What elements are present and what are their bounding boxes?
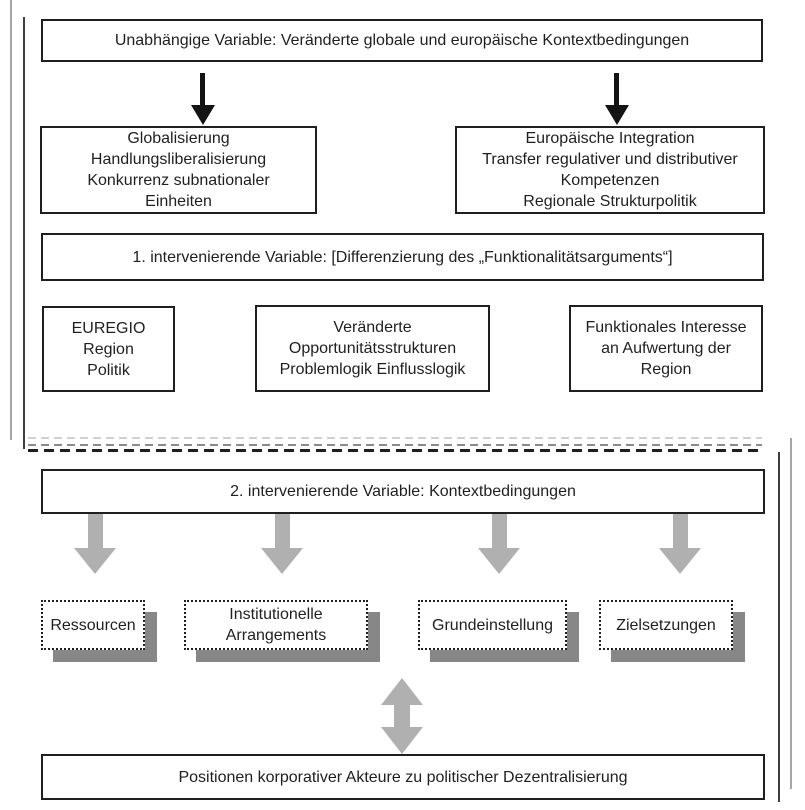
institutionelle-arrangements-box	[184, 600, 368, 650]
gray-arrow-1-head-icon	[74, 548, 116, 574]
funktionales-interesse-box	[569, 305, 763, 392]
institutionelle-line-2: Arrangements	[225, 627, 327, 644]
opportunitaet-line-1: Veränderte	[333, 319, 412, 336]
divider-dashed-black	[28, 449, 762, 452]
opportunitaet-line-3: Problemlogik Einflusslogik	[279, 361, 466, 378]
europaeische-integration-line-2: Transfer regulativer und distributiver	[482, 151, 738, 168]
europaeische-integration-line-4: Regionale Strukturpolitik	[523, 193, 697, 210]
double-arrow-up-head-icon	[381, 678, 423, 705]
zielsetzungen-label: Zielsetzungen	[616, 616, 716, 634]
intervening-variable-2-label: 2. intervenierende Variable: Kontextbedingungen	[230, 483, 576, 500]
double-arrow-shaft-icon	[394, 704, 410, 729]
gray-arrow-2-head-icon	[261, 548, 303, 574]
arrow-down-left-head-icon	[191, 105, 215, 125]
positionen-label: Positionen korporativer Akteure zu politischer Dezentralisierung	[178, 768, 628, 786]
europaeische-integration-box	[455, 126, 765, 214]
euregio-box	[42, 306, 175, 392]
right-frame-line-outer	[790, 438, 792, 789]
zielsetzungen-box	[599, 600, 733, 650]
globalisierung-line-2: Handlungsliberalisierung	[90, 151, 267, 168]
gray-arrow-2-icon	[275, 514, 290, 549]
divider-dashed-mid	[28, 444, 762, 446]
opportunitaet-box	[255, 305, 490, 392]
arrow-down-left-icon	[200, 73, 205, 107]
euregio-line-3: Politik	[87, 361, 130, 379]
ressourcen-label: Ressourcen	[50, 616, 136, 634]
left-frame-line-outer	[10, 0, 12, 440]
left-frame-line-inner	[23, 17, 25, 449]
gray-arrow-1-icon	[88, 514, 103, 549]
arrow-down-right-icon	[614, 73, 619, 107]
intervening-variable-2-box	[41, 469, 765, 514]
europaeische-integration-line-3: Kompetenzen	[560, 172, 660, 189]
independent-variable-box	[41, 19, 763, 62]
gray-arrow-4-head-icon	[659, 548, 701, 574]
divider-dashed-light	[28, 437, 762, 439]
globalisierung-line-1: Globalisierung	[127, 130, 230, 147]
gray-arrow-3-icon	[492, 514, 507, 549]
euregio-line-2: Region	[83, 340, 134, 358]
globalisierung-box	[40, 126, 317, 214]
double-arrow-down-head-icon	[381, 727, 423, 754]
funktionales-interesse-line-1: Funktionales Interesse	[585, 319, 747, 336]
arrow-down-right-head-icon	[605, 105, 629, 125]
intervening-variable-1-label: 1. intervenierende Variable: [Differenzierung des „Funktionalitätsarguments“]	[132, 248, 673, 266]
opportunitaet-line-2: Opportunitätsstrukturen	[288, 340, 457, 357]
gray-arrow-3-head-icon	[478, 548, 520, 574]
ressourcen-box	[41, 600, 145, 650]
funktionales-interesse-line-3: Region	[640, 361, 692, 378]
funktionales-interesse-line-2: an Aufwertung der	[601, 340, 731, 357]
gray-arrow-4-icon	[673, 514, 688, 549]
right-frame-line-inner	[778, 452, 780, 802]
europaeische-integration-line-1: Europäische Integration	[525, 130, 695, 147]
grundeinstellung-label: Grundeinstellung	[432, 616, 553, 634]
intervening-variable-1-box	[41, 233, 764, 281]
globalisierung-line-4: Einheiten	[145, 193, 212, 210]
positionen-box	[41, 754, 765, 800]
grundeinstellung-box	[418, 600, 567, 650]
globalisierung-line-3: Konkurrenz subnationaler	[87, 172, 270, 189]
institutionelle-line-1: Institutionelle	[229, 606, 323, 623]
euregio-line-1: EUREGIO	[71, 319, 146, 337]
independent-variable-label: Unabhängige Variable: Veränderte globale und europäische Kontextbedingungen	[114, 32, 690, 49]
